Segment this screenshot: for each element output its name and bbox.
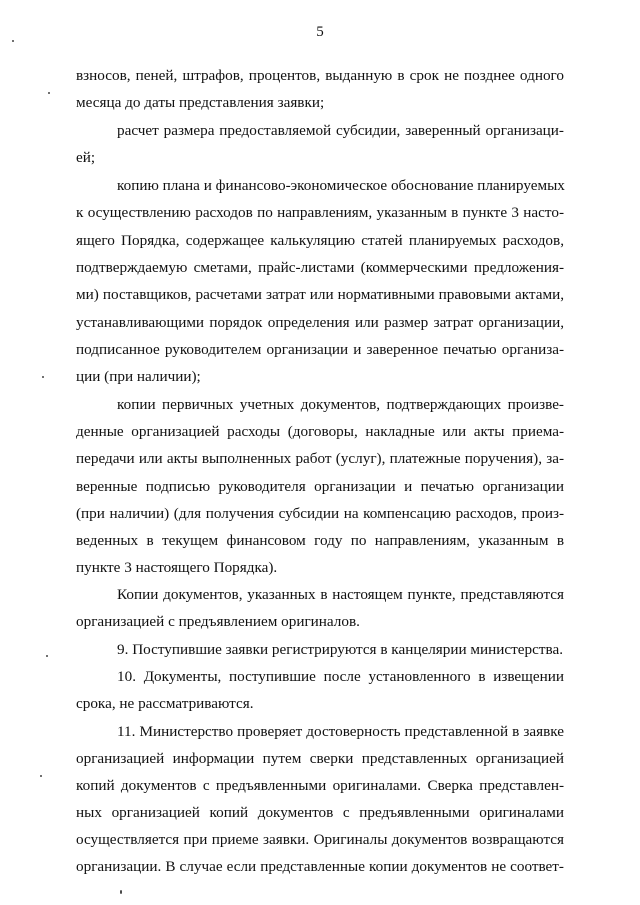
text-line: 9. Поступившие заявки регистрируются в канцелярии министерства. [117,641,563,658]
text-line: копию плана и финансово-экономическое обоснование планируемых [117,177,565,194]
text-line: взносов, пеней, штрафов, процентов, выданную в срок не позднее одного [76,67,564,84]
text-line: организации. В случае если представленные копии документов не соответ- [76,858,564,875]
text-line: ции (при наличии); [76,368,201,385]
text-line: веденных в текущем финансовом году по направлениям, указанным в [76,532,564,549]
scan-speck [12,40,14,42]
text-line: подписанное руководителем организации и заверенное печатью организа- [76,341,564,358]
text-line: ящего Порядка, содержащее калькуляцию статей планируемых расходов, [76,232,564,249]
text-line: расчет размера предоставляемой субсидии, заверенный организаци- [117,122,564,139]
scan-speck [48,92,50,94]
text-line: передачи или акты выполненных работ (услуг), платежные поручения), за- [76,450,564,467]
text-line: ных организацией копий документов с предъявленными оригиналами [76,804,564,821]
text-line: пункте 3 настоящего Порядка). [76,559,278,576]
text-line: денные организацией расходы (договоры, накладные или акты приема- [76,423,564,440]
scan-speck [40,775,42,777]
text-line: копий документов с предъявленными оригиналами. Сверка представлен- [76,777,564,794]
page-number: 5 [316,24,324,40]
text-line: срока, не рассматриваются. [76,695,254,712]
scan-speck [42,376,44,378]
text-line: копии первичных учетных документов, подтверждающих произве- [117,396,564,413]
text-line: устанавливающими порядок определения или размер затрат организации, [76,314,564,331]
text-line: 10. Документы, поступившие после установленного в извещении [117,668,564,685]
text-line: месяца до даты представления заявки; [76,94,325,111]
text-line: ей; [76,149,96,166]
text-line: подтверждаемую сметами, прайс-листами (коммерческими предложения- [76,259,564,276]
scan-speck [46,655,48,657]
text-line: осуществляется при приеме заявки. Оригиналы документов возвращаются [76,831,564,848]
text-line: организацией с предъявлением оригиналов. [76,613,360,630]
text-line: 11. Министерство проверяет достоверность представленной в заявке [117,723,564,740]
text-line: организацией информации путем сверки представленных организацией [76,750,564,767]
text-line: (при наличии) (для получения субсидии на компенсацию расходов, произ- [76,505,564,522]
text-line: веренные подписью руководителя организации и печатью организации [76,478,564,495]
scan-speck [120,890,122,894]
text-line: ми) поставщиков, расчетами затрат или нормативными правовыми актами, [76,286,564,303]
text-line: к осуществлению расходов по направлениям, указанным в пункте 3 насто- [76,204,564,221]
text-line: Копии документов, указанных в настоящем пункте, представляются [117,586,564,603]
